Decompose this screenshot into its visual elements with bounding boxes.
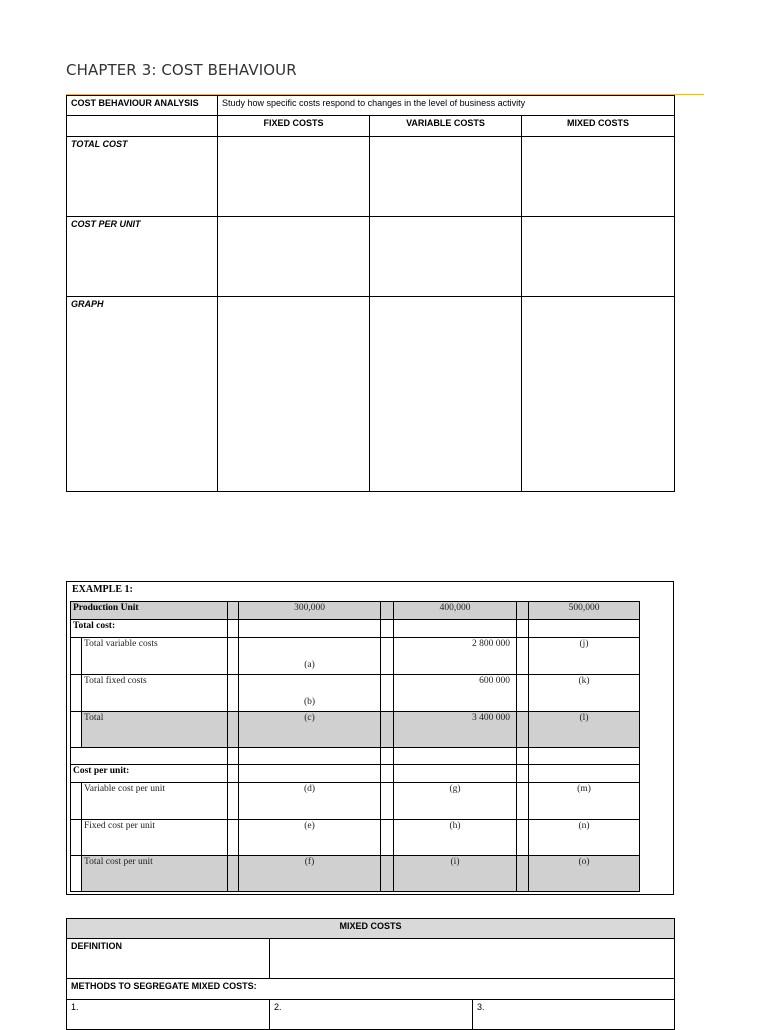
total-300k: (c) <box>239 712 381 748</box>
spacer-cell <box>228 820 239 856</box>
value-cell <box>239 748 381 765</box>
row-label-cost-per-unit: COST PER UNIT <box>67 217 218 297</box>
total-fixed-400k: 600 000 <box>394 675 517 712</box>
total-variable-500k: (j) <box>529 638 640 675</box>
column-header-fixed: FIXED COSTS <box>218 116 370 137</box>
spacer-cell <box>228 638 239 675</box>
spacer-cell <box>517 820 529 856</box>
total-cost-per-unit-label: Total cost per unit <box>82 856 228 892</box>
value-cell <box>529 620 640 638</box>
row-label-graph: GRAPH <box>67 297 218 492</box>
spacer-cell <box>381 765 394 783</box>
total-label: Total <box>82 712 228 748</box>
value-cell <box>529 765 640 783</box>
total-unit-300k: (f) <box>239 856 381 892</box>
indent-cell <box>71 712 82 748</box>
spacer-cell <box>228 712 239 748</box>
total-400k: 3 400 000 <box>394 712 517 748</box>
total-fixed-500k: (k) <box>529 675 640 712</box>
spacer-cell <box>228 856 239 892</box>
spacer-cell <box>228 620 239 638</box>
definition-label: DEFINITION <box>67 939 270 979</box>
method-3: 3. <box>473 1000 675 1030</box>
fixed-unit-300k: (e) <box>239 820 381 856</box>
indent-cell <box>71 820 82 856</box>
total-unit-400k: (i) <box>394 856 517 892</box>
spacer-cell <box>228 783 239 820</box>
spacer-cell <box>381 675 394 712</box>
cell-graph-fixed <box>218 297 370 492</box>
cell-total-mixed <box>522 137 675 217</box>
total-fixed-costs-label: Total fixed costs <box>82 675 228 712</box>
production-unit-label: Production Unit <box>71 602 228 620</box>
fixed-cost-per-unit-label: Fixed cost per unit <box>82 820 228 856</box>
spacer-cell <box>228 602 239 620</box>
spacer-cell <box>517 783 529 820</box>
total-cost-label: Total cost: <box>71 620 228 638</box>
units-500000: 500,000 <box>529 602 640 620</box>
spacer-cell <box>381 602 394 620</box>
indent-cell <box>71 675 82 712</box>
value-cell <box>239 620 381 638</box>
total-500k: (l) <box>529 712 640 748</box>
column-header-variable: VARIABLE COSTS <box>370 116 522 137</box>
cell-unit-mixed <box>522 217 675 297</box>
value-cell <box>394 748 517 765</box>
spacer-cell <box>517 748 529 765</box>
analysis-header-blank <box>67 116 218 137</box>
blank-row-cell <box>71 748 228 765</box>
spacer-cell <box>517 765 529 783</box>
row-label-total-cost: TOTAL COST <box>67 137 218 217</box>
total-variable-300k: (a) <box>239 638 381 675</box>
cell-graph-variable <box>370 297 522 492</box>
spacer-cell <box>381 783 394 820</box>
fixed-unit-500k: (n) <box>529 820 640 856</box>
variable-unit-400k: (g) <box>394 783 517 820</box>
chapter-title: CHAPTER 3: COST BEHAVIOUR <box>66 61 297 79</box>
method-1: 1. <box>67 1000 270 1030</box>
total-variable-400k: 2 800 000 <box>394 638 517 675</box>
fixed-unit-400k: (h) <box>394 820 517 856</box>
units-300000: 300,000 <box>239 602 381 620</box>
indent-cell <box>71 783 82 820</box>
spacer-cell <box>381 712 394 748</box>
spacer-cell <box>517 620 529 638</box>
variable-unit-500k: (m) <box>529 783 640 820</box>
indent-cell <box>71 638 82 675</box>
definition-answer-cell <box>270 939 675 979</box>
value-cell <box>529 748 640 765</box>
variable-cost-per-unit-label: Variable cost per unit <box>82 783 228 820</box>
spacer-cell <box>381 748 394 765</box>
mixed-costs-table <box>66 918 675 1030</box>
cost-per-unit-label: Cost per unit: <box>71 765 228 783</box>
example-title: EXAMPLE 1: <box>72 584 133 595</box>
example-table <box>70 601 640 892</box>
value-cell <box>239 765 381 783</box>
spacer-cell <box>381 856 394 892</box>
indent-cell <box>71 856 82 892</box>
total-fixed-300k: (b) <box>239 675 381 712</box>
cell-total-variable <box>370 137 522 217</box>
spacer-cell <box>381 638 394 675</box>
cell-unit-fixed <box>218 217 370 297</box>
variable-unit-300k: (d) <box>239 783 381 820</box>
spacer-cell <box>517 638 529 675</box>
value-cell <box>394 620 517 638</box>
value-cell <box>394 765 517 783</box>
total-unit-500k: (o) <box>529 856 640 892</box>
cell-graph-mixed <box>522 297 675 492</box>
spacer-cell <box>228 748 239 765</box>
column-header-mixed: MIXED COSTS <box>522 116 675 137</box>
spacer-cell <box>228 675 239 712</box>
spacer-cell <box>517 856 529 892</box>
example-box <box>66 581 674 895</box>
cell-unit-variable <box>370 217 522 297</box>
spacer-cell <box>228 765 239 783</box>
methods-label: METHODS TO SEGREGATE MIXED COSTS: <box>67 979 675 1000</box>
spacer-cell <box>517 675 529 712</box>
analysis-label: COST BEHAVIOUR ANALYSIS <box>67 96 218 116</box>
analysis-description: Study how specific costs respond to changes in the level of business activity <box>218 96 675 116</box>
total-variable-costs-label: Total variable costs <box>82 638 228 675</box>
spacer-cell <box>381 620 394 638</box>
mixed-costs-title: MIXED COSTS <box>67 919 675 939</box>
spacer-cell <box>381 820 394 856</box>
cost-behaviour-analysis-table <box>66 95 675 492</box>
units-400000: 400,000 <box>394 602 517 620</box>
spacer-cell <box>517 712 529 748</box>
spacer-cell <box>517 602 529 620</box>
cell-total-fixed <box>218 137 370 217</box>
method-2: 2. <box>270 1000 473 1030</box>
